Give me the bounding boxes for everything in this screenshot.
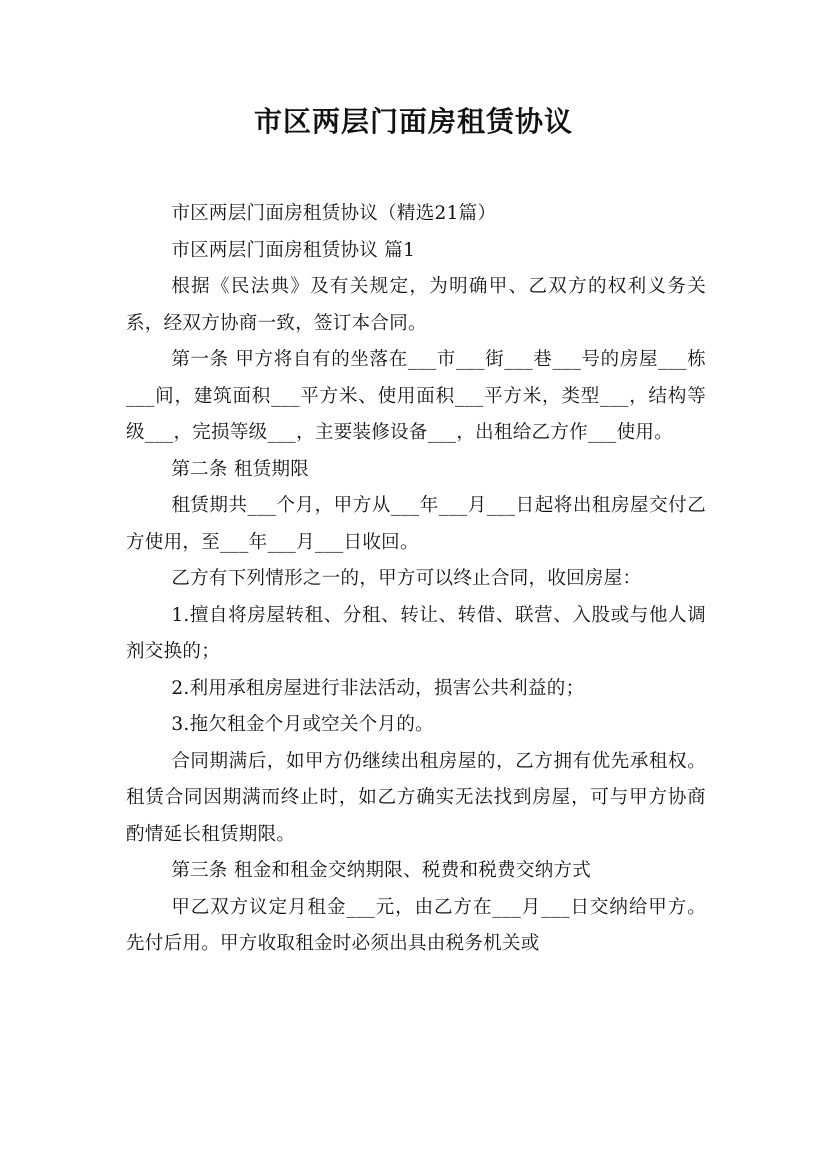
paragraph: 3.拖欠租金个月或空关个月的。 xyxy=(171,714,434,735)
paragraph: 租赁期共___个月，甲方从___年___月___日起将出租房屋交付乙方使用，至___年___月___日收回。 xyxy=(126,495,706,553)
document-title: 市区两层门面房租赁协议 xyxy=(253,105,573,138)
paragraph: 1.擅自将房屋转租、分租、转让、转借、联营、入股或与他人调剂交换的； xyxy=(126,604,706,662)
paragraph: 第一条 甲方将自有的坐落在___市___街___巷___号的房屋___栋___间，建筑面积___平方米、使用面积___平方米，类型___，结构等级___，完损等级___，主要装修设备___，出租给乙方作___使用。 xyxy=(126,349,706,443)
paragraph: 市区两层门面房租赁协议 篇1 xyxy=(171,239,416,261)
paragraph: 2.利用承租房屋进行非法活动，损害公共利益的； xyxy=(171,677,585,699)
paragraph: 第二条 租赁期限 xyxy=(171,458,310,480)
paragraph: 根据《民法典》及有关规定，为明确甲、乙双方的权利义务关系，经双方协商一致，签订本合同。 xyxy=(126,276,706,334)
paragraph: 市区两层门面房租赁协议（精选21篇） xyxy=(171,203,497,224)
paragraph: 乙方有下列情形之一的，甲方可以终止合同，收回房屋： xyxy=(171,568,642,589)
paragraph: 合同期满后，如甲方仍继续出租房屋的，乙方拥有优先承租权。租赁合同因期满而终止时，如乙方确实无法找到房屋，可与甲方协商酌情延长租赁期限。 xyxy=(126,750,706,845)
document-body xyxy=(126,196,706,963)
paragraph: 甲乙双方议定月租金___元，由乙方在___月___日交纳给甲方。先付后用。甲方收取租金时必须出具由税务机关或 xyxy=(126,896,706,954)
paragraph: 第三条 租金和租金交纳期限、税费和税费交纳方式 xyxy=(171,860,592,881)
